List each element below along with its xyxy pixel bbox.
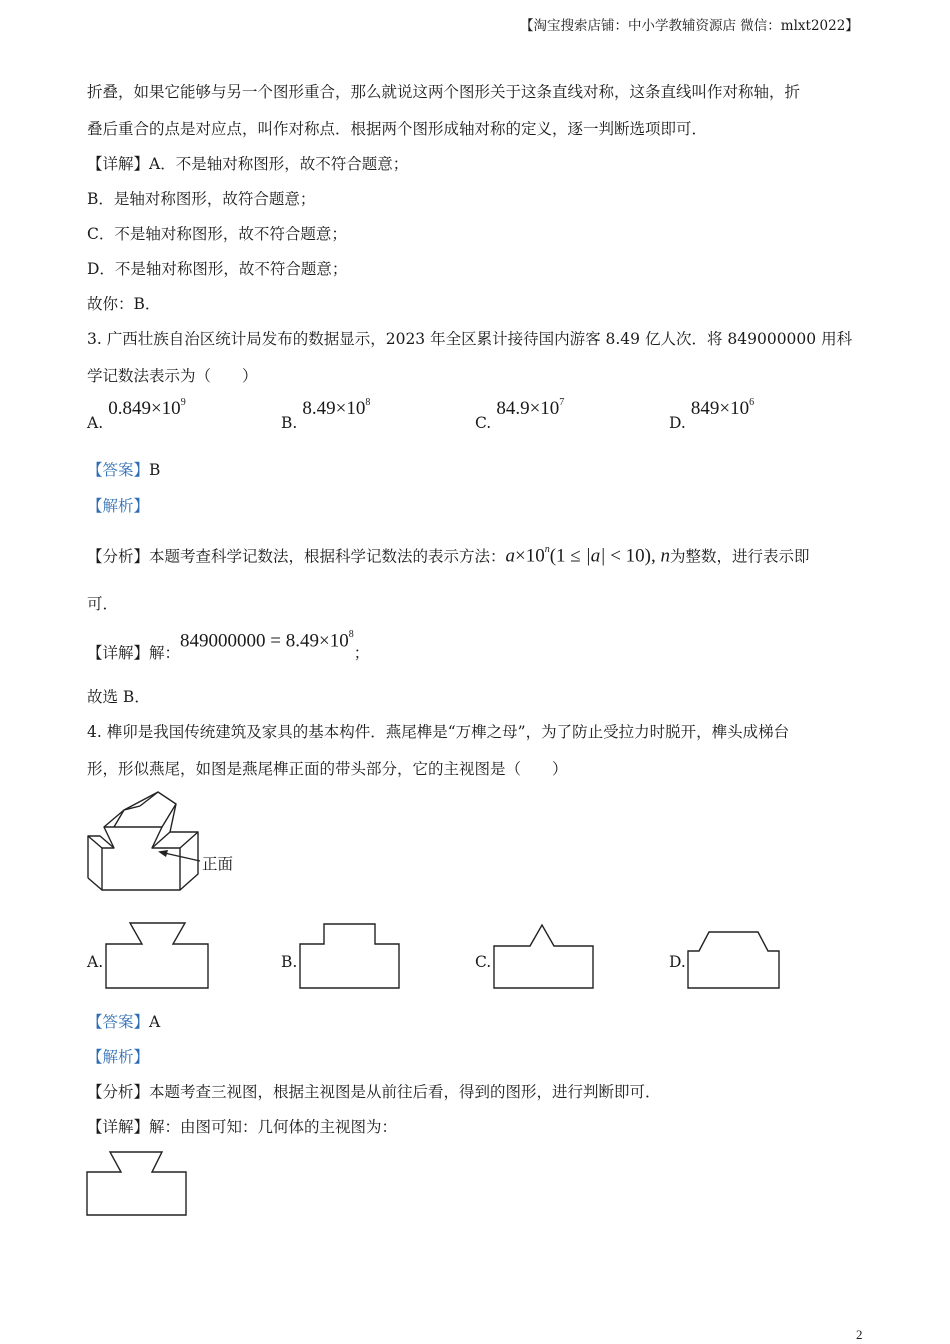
q3-conclusion: 故选 B． xyxy=(87,688,150,706)
answer-tag: 【答案】 xyxy=(87,1013,150,1031)
detail-times: ×10 xyxy=(318,630,349,652)
q3-option-d xyxy=(669,396,755,432)
q4-option-a-label: A. xyxy=(87,953,104,971)
option-times: ×10 xyxy=(335,398,366,419)
option-times: ×10 xyxy=(150,398,181,419)
formula-a: a xyxy=(505,545,516,567)
option-exponent: 8 xyxy=(365,396,371,408)
detail-lhs: 849000000 = 8.49 xyxy=(180,630,319,652)
q3-analysis-line xyxy=(87,542,810,566)
option-label: B. xyxy=(281,414,298,432)
option-mantissa: 849 xyxy=(690,398,720,419)
figure-label-front: 正面 xyxy=(202,855,234,873)
option-label: A. xyxy=(87,414,104,432)
q3-detail xyxy=(87,627,370,663)
q4-detail: 【详解】解：由图可知：几何体的主视图为： xyxy=(87,1118,398,1136)
option-times: ×10 xyxy=(529,398,560,419)
q4-option-c-figure[interactable] xyxy=(493,922,597,992)
q4-option-a-figure[interactable] xyxy=(105,922,211,992)
answer-value: A xyxy=(149,1013,161,1031)
page-number: 2 xyxy=(856,1327,863,1342)
q4-stem-line1: 4. 榫卯是我国传统建筑及家具的基本构件．燕尾榫是“万榫之母”，为了防止受拉力时脱开，榫头成梯台 xyxy=(87,723,790,741)
q2-detail-c: C．不是轴对称图形，故不符合题意； xyxy=(87,225,347,243)
q3-analysis-line2: 可． xyxy=(87,595,119,613)
q4-analysis-tag: 【解析】 xyxy=(87,1048,150,1066)
q4-option-c-label: C. xyxy=(475,953,492,971)
answer-value: B xyxy=(149,461,161,479)
option-mantissa: 0.849 xyxy=(108,398,151,419)
q3-analysis-tag: 【解析】 xyxy=(87,497,150,515)
formula-range-open: (1 ≤ xyxy=(549,545,586,567)
option-label: D. xyxy=(669,414,686,432)
option-mantissa: 84.9 xyxy=(496,398,530,419)
detail-exponent: 8 xyxy=(348,629,354,640)
option-mantissa: 8.49 xyxy=(302,398,336,419)
header-watermark: 【淘宝搜索店铺：中小学教辅资源店 微信：mlxt2022】 xyxy=(520,18,859,34)
q2-detail-d: D．不是轴对称图形，故不符合题意； xyxy=(87,260,348,278)
option-exponent: 6 xyxy=(749,396,755,408)
q2-explanation-line1: 折叠，如果它能够与另一个图形重合，那么就说这两个图形关于这条直线对称，这条直线叫作对称轴，折 xyxy=(87,83,801,101)
formula-n-sup: n xyxy=(544,544,550,555)
q4-option-d-figure[interactable] xyxy=(687,922,783,992)
q4-option-b-figure[interactable] xyxy=(299,922,403,992)
dovetail-3d-figure xyxy=(84,786,244,896)
option-times: ×10 xyxy=(719,398,750,419)
q3-option-a xyxy=(87,396,186,432)
answer-tag: 【答案】 xyxy=(87,461,150,479)
q3-stem-line2: 学记数法表示为（ ） xyxy=(87,367,258,385)
q2-detail-a: 【详解】A．不是轴对称图形，故不符合题意； xyxy=(87,155,409,173)
q2-explanation-line2: 叠后重合的点是对应点，叫作对称点．根据两个图形成轴对称的定义，逐一判断选项即可． xyxy=(87,120,708,138)
formula-times: ×10 xyxy=(515,545,545,567)
option-label: C. xyxy=(475,414,492,432)
q3-answer xyxy=(87,460,160,480)
formula-n: n xyxy=(655,545,670,567)
q4-option-b-label: B. xyxy=(281,953,298,971)
q4-analysis: 【分析】本题考查三视图，根据主视图是从前往后看，得到的图形，进行判断即可． xyxy=(87,1083,661,1101)
q4-main-view-figure xyxy=(85,1150,189,1218)
formula-abs: |a| xyxy=(585,545,606,567)
option-exponent: 7 xyxy=(559,396,565,408)
analysis-suffix: 为整数，进行表示即 xyxy=(670,547,810,566)
detail-end: ； xyxy=(353,644,370,663)
q2-detail-b: B．是轴对称图形，故符合题意； xyxy=(87,190,316,208)
q3-stem-line1: 3. 广西壮族自治区统计局发布的数据显示，2023 年全区累计接待国内游客 8.49 亿人次．将 849000000 用科 xyxy=(87,330,853,348)
q4-stem-line2: 形，形似燕尾，如图是燕尾榫正面的带头部分，它的主视图是（ ） xyxy=(87,760,568,778)
q4-option-d-label: D. xyxy=(669,953,686,971)
q2-conclusion: 故你：B． xyxy=(87,295,161,313)
q4-answer xyxy=(87,1012,160,1032)
analysis-prefix: 【分析】本题考查科学记数法，根据科学记数法的表示方法： xyxy=(87,547,506,566)
q3-option-c xyxy=(475,396,565,432)
option-exponent: 9 xyxy=(180,396,186,408)
formula-range-close: < 10), xyxy=(605,545,656,567)
q3-option-b xyxy=(281,396,371,432)
detail-prefix: 【详解】解： xyxy=(87,644,181,663)
